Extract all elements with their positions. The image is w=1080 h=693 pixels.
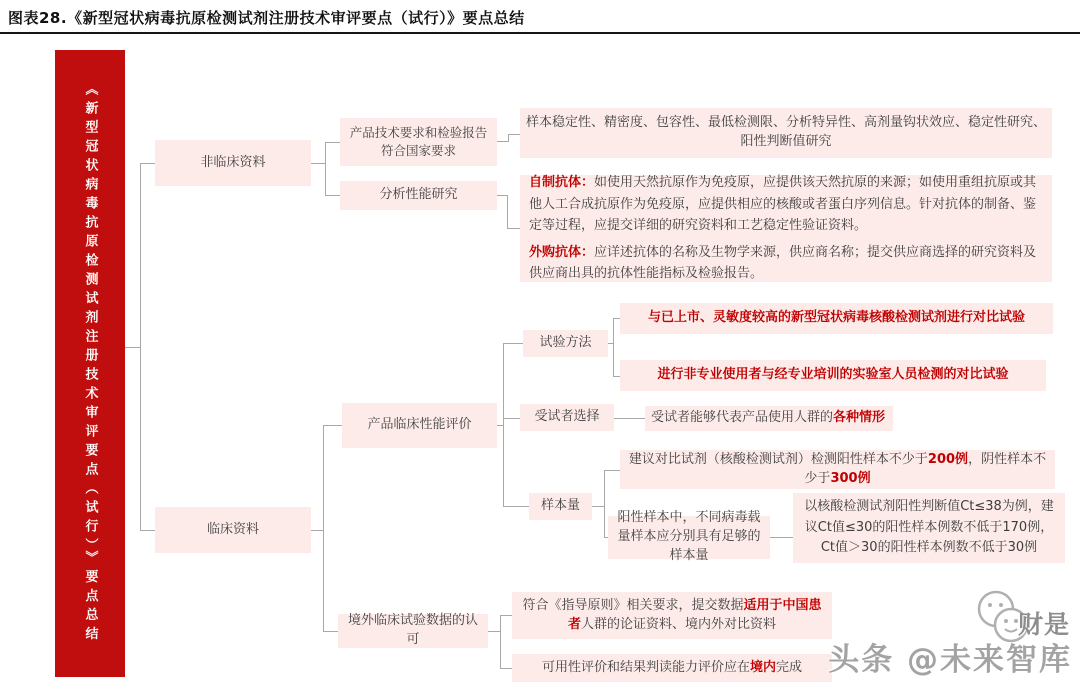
connector bbox=[503, 506, 529, 507]
antibody-purchased-paragraph bbox=[529, 242, 1043, 285]
node-label: 产品临床性能评价 bbox=[367, 417, 472, 433]
node-usability-evaluation bbox=[512, 654, 832, 682]
connector bbox=[500, 615, 501, 668]
connector bbox=[770, 537, 793, 538]
antibody-purchased-label: 外购抗体： bbox=[529, 244, 595, 260]
title-underline bbox=[0, 32, 1080, 34]
node-subject-representativeness bbox=[645, 406, 893, 431]
node-label: 产品技术要求和检验报告符合国家要求 bbox=[349, 124, 488, 158]
connector bbox=[325, 195, 340, 196]
node-layman-trial bbox=[620, 360, 1046, 391]
node-label: 样本量 bbox=[540, 498, 580, 514]
node-overseas-clinical-data bbox=[338, 614, 488, 648]
node-ct-value-detail bbox=[793, 493, 1065, 563]
connector bbox=[604, 470, 605, 538]
node-sample-size bbox=[529, 493, 592, 520]
node-text bbox=[651, 409, 885, 428]
connector bbox=[508, 134, 520, 135]
connector bbox=[503, 343, 504, 506]
connector bbox=[497, 141, 508, 142]
antibody-purchased-text: 应详述抗体的名称及生物学来源，供应商名称；提交供应商选择的研究资料及供应商出具的抗体性能指标及检验报告。 bbox=[529, 244, 1037, 282]
watermark-text: 头条 @未来智库 bbox=[828, 642, 1072, 678]
connector bbox=[323, 425, 342, 426]
connector bbox=[507, 195, 508, 228]
connector bbox=[140, 163, 155, 164]
vertical-title-bar bbox=[55, 50, 125, 677]
node-subject-selection bbox=[520, 404, 614, 431]
node-label: 试验方法 bbox=[539, 335, 592, 351]
connector bbox=[507, 228, 520, 229]
antibody-selfmade-label: 自制抗体： bbox=[529, 175, 595, 191]
connector bbox=[500, 615, 512, 616]
antibody-selfmade-text: 如使用天然抗原作为免疫原，应提供该天然抗原的来源；如使用重组抗原或其他人工合成抗原作为免疫原，应提供相应的核酸或者蛋白序列信息。针对抗体的制备、鉴定等过程，应提交详细的研究资料和工艺稳定性验证资料。 bbox=[529, 175, 1037, 234]
connector bbox=[497, 195, 507, 196]
node-sample-stability-list bbox=[520, 108, 1052, 158]
node-text bbox=[542, 659, 802, 678]
suggest-text-2: ，阴性样本不少于 bbox=[804, 451, 1047, 486]
watermark-badge: 财是 bbox=[1017, 610, 1070, 639]
subject-desc-normal: 受试者能够代表产品使用人群的 bbox=[651, 410, 834, 426]
node-clinical-data bbox=[155, 507, 311, 553]
connector bbox=[140, 530, 155, 531]
node-text bbox=[518, 597, 826, 635]
node-text bbox=[626, 451, 1049, 489]
subject-desc-emphasis: 各种情形 bbox=[833, 410, 886, 426]
connector bbox=[323, 631, 338, 632]
node-label: 受试者选择 bbox=[534, 409, 600, 425]
node-text: 与已上市、灵敏度较高的新型冠状病毒核酸检测试剂进行对比试验 bbox=[647, 310, 1025, 326]
guideline-emphasis: 适用于中国患者 bbox=[567, 597, 822, 632]
usability-text-1: 可用性评价和结果判读能力评价应在 bbox=[541, 659, 750, 675]
connector bbox=[500, 668, 512, 669]
usability-text-2: 完成 bbox=[776, 659, 803, 675]
connector bbox=[503, 343, 523, 344]
node-label: 临床资料 bbox=[206, 521, 259, 537]
node-text: 样本稳定性、精密度、包容性、最低检测限、分析特异性、高剂量钩状效应、稳定性研究、阳性判断值研究 bbox=[526, 115, 1047, 149]
node-positive-sample-loads bbox=[608, 510, 770, 563]
usability-emphasis: 境内 bbox=[749, 659, 776, 675]
connector bbox=[604, 470, 620, 471]
connector bbox=[613, 318, 614, 376]
connector bbox=[613, 376, 620, 377]
connector bbox=[488, 631, 500, 632]
connector bbox=[325, 142, 326, 195]
node-sample-size-suggestion bbox=[620, 450, 1055, 489]
node-clinical-performance-eval bbox=[342, 403, 497, 448]
suggest-text-1: 建议对比试剂（核酸检测试剂）检测阳性样本不少于 bbox=[628, 451, 928, 467]
connector bbox=[614, 418, 645, 419]
node-label: 境外临床试验数据的认可 bbox=[347, 613, 478, 647]
node-label: 分析性能研究 bbox=[379, 187, 458, 203]
connector bbox=[125, 347, 140, 348]
connector bbox=[311, 530, 323, 531]
node-comparison-trial bbox=[620, 303, 1053, 334]
suggest-positive-count: 200例 bbox=[927, 451, 969, 467]
node-guideline-compliance bbox=[512, 592, 832, 639]
node-test-method bbox=[523, 330, 608, 357]
node-nonclinical-data bbox=[155, 140, 311, 186]
connector bbox=[323, 425, 324, 631]
connector bbox=[325, 142, 340, 143]
node-text: 以核酸检测试剂阳性判断值Ct≤38为例，建议Ct值≤30的阳性样本例数不低于170例，Ct值＞30的阳性样本例数不低于30例 bbox=[804, 498, 1054, 556]
connector bbox=[140, 163, 141, 530]
page-title: 图表28.《新型冠状病毒抗原检测试剂注册技术审评要点（试行）》要点总结 bbox=[8, 9, 525, 27]
node-tech-requirements bbox=[340, 118, 497, 166]
vertical-title-label: 《新型冠状病毒抗原检测试剂注册技术审评要点（试行）》要点总结 bbox=[82, 81, 98, 646]
connector bbox=[592, 506, 604, 507]
node-text: 阳性样本中，不同病毒载量样本应分别具有足够的样本量 bbox=[617, 510, 761, 563]
guideline-text-1: 符合《指导原则》相关要求，提交数据 bbox=[522, 597, 744, 613]
suggest-negative-count: 300例 bbox=[830, 470, 871, 486]
connector bbox=[508, 134, 509, 142]
connector bbox=[613, 318, 620, 319]
connector bbox=[503, 418, 520, 419]
node-antibody-requirements bbox=[520, 175, 1052, 282]
node-analysis-performance bbox=[340, 181, 497, 210]
node-label: 非临床资料 bbox=[200, 154, 266, 170]
antibody-selfmade-paragraph bbox=[529, 172, 1043, 237]
connector bbox=[311, 163, 325, 164]
node-text: 进行非专业使用者与经专业培训的实验室人员检测的对比试验 bbox=[657, 367, 1009, 383]
guideline-text-2: 人群的论证资料、境内外对比资料 bbox=[581, 616, 777, 632]
